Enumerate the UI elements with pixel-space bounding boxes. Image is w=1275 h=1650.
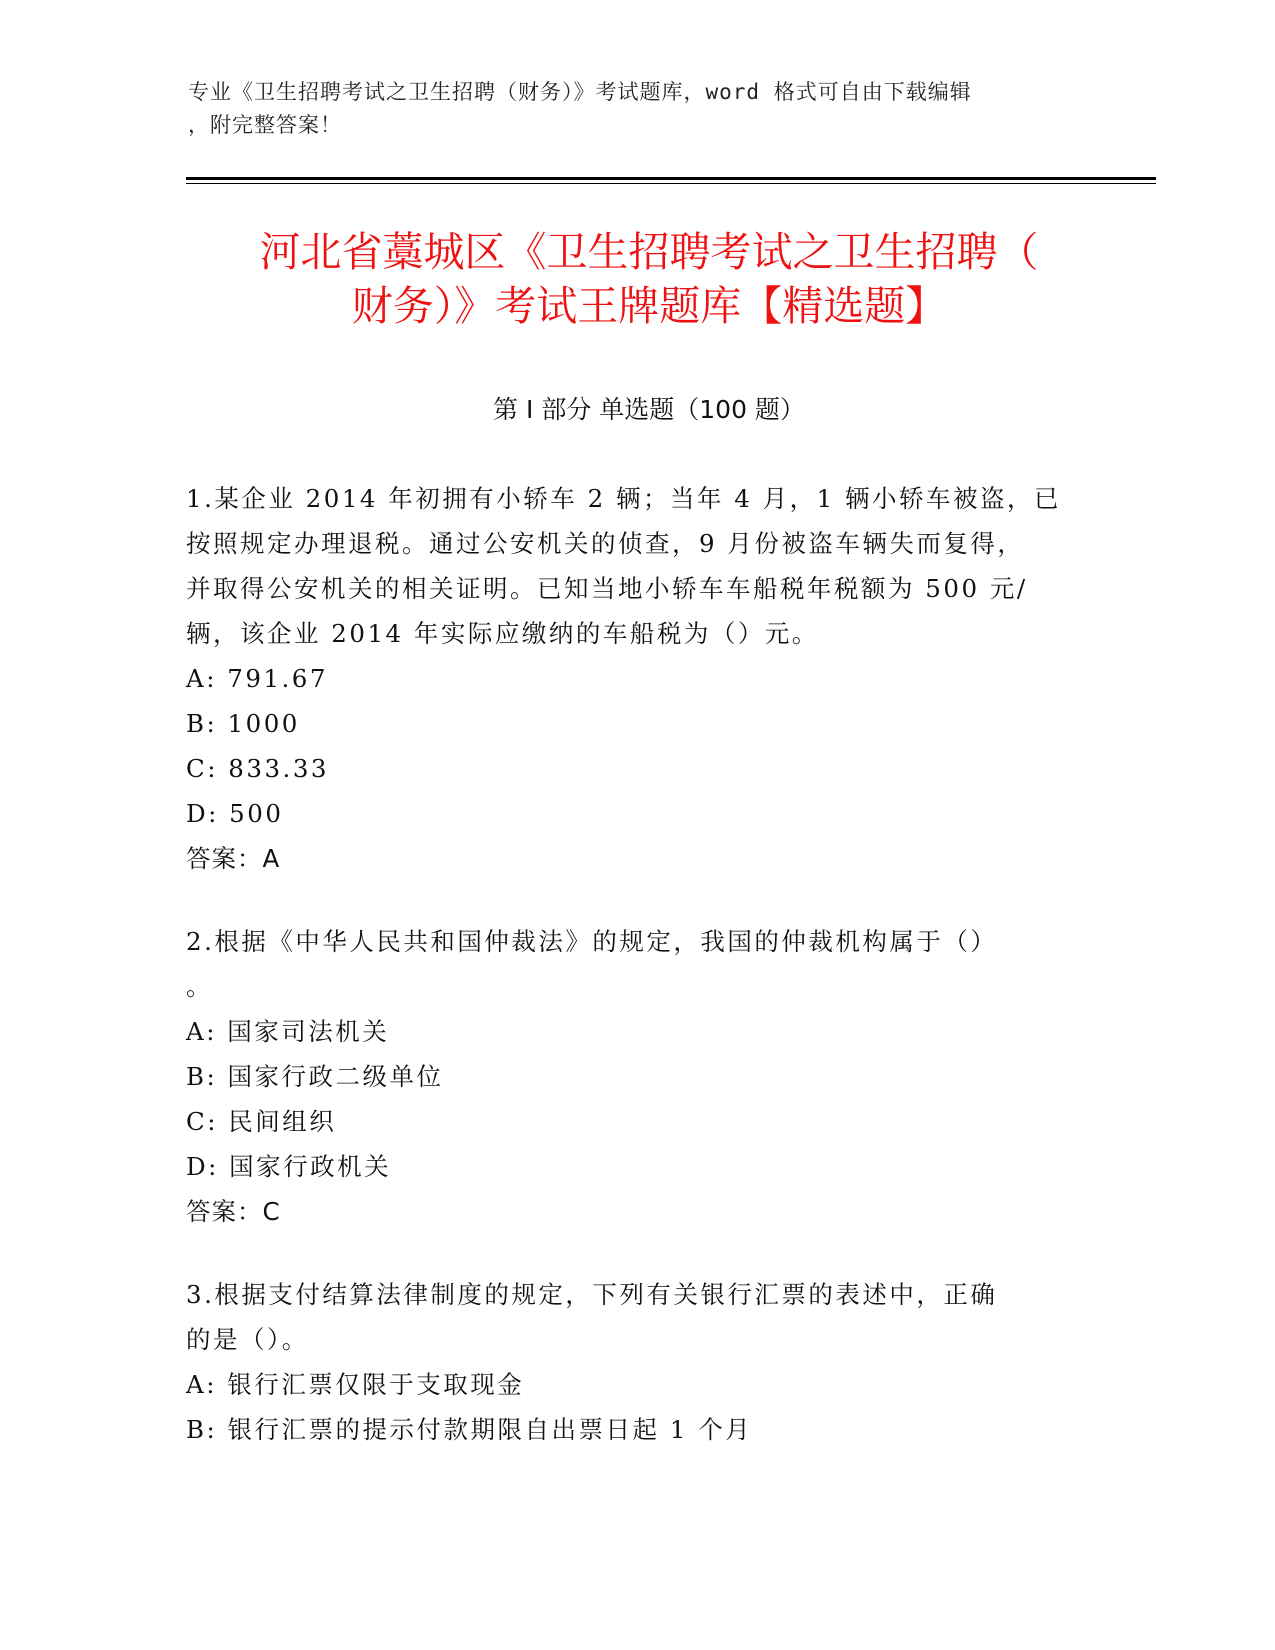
- question-list: [186, 476, 1066, 1490]
- question-2: [186, 919, 1066, 1234]
- document-title: [186, 225, 1112, 333]
- option-b: B: 国家行政二级单位: [186, 1062, 444, 1091]
- option-b: B: 银行汇票的提示付款期限自出票日起 1 个月: [186, 1415, 753, 1444]
- option-d: D: 500: [186, 799, 284, 828]
- option-a: A: 银行汇票仅限于支取现金: [186, 1370, 525, 1399]
- question-stem-line: 按照规定办理退税。通过公安机关的侦查，9 月份被盗车辆失而复得，: [186, 529, 1025, 558]
- section-heading: 第 I 部分 单选题（100 题）: [493, 395, 805, 424]
- question-stem-line: 的是（）。: [186, 1325, 309, 1354]
- question-stem-line: 3.根据支付结算法律制度的规定，下列有关银行汇票的表述中，正确: [186, 1280, 998, 1309]
- option-a: A: 国家司法机关: [186, 1017, 390, 1046]
- question-stem-line: 2.根据《中华人民共和国仲裁法》的规定，我国的仲裁机构属于（）: [186, 927, 998, 956]
- question-stem-line: 并取得公安机关的相关证明。已知当地小轿车车船税年税额为 500 元/: [186, 574, 1028, 603]
- question-stem-line: 辆，该企业 2014 年实际应缴纳的车船税为（）元。: [186, 619, 819, 648]
- header-divider-thin: [186, 183, 1156, 184]
- question-1: [186, 476, 1066, 881]
- answer: 答案：C: [186, 1197, 281, 1226]
- header-line-1: 专业《卫生招聘考试之卫生招聘（财务）》考试题库，word 格式可自由下载编辑: [188, 80, 972, 104]
- header-line-2: ，附完整答案！: [188, 113, 342, 137]
- option-a: A: 791.67: [186, 664, 328, 693]
- document-header: [188, 76, 1068, 142]
- header-divider-thick: [186, 177, 1156, 180]
- title-line-1: 河北省藁城区《卫生招聘考试之卫生招聘（: [259, 228, 1039, 276]
- answer: 答案：A: [186, 844, 281, 873]
- option-b: B: 1000: [186, 709, 300, 738]
- option-d: D: 国家行政机关: [186, 1152, 392, 1181]
- option-c: C: 民间组织: [186, 1107, 337, 1136]
- title-line-2: 财务）》考试王牌题库【精选题】: [351, 282, 947, 330]
- question-stem-line: 1.某企业 2014 年初拥有小轿车 2 辆；当年 4 月，1 辆小轿车被盗，已: [186, 484, 1062, 513]
- option-c: C: 833.33: [186, 754, 330, 783]
- question-stem-line: 。: [186, 972, 213, 1001]
- question-3: [186, 1272, 1066, 1452]
